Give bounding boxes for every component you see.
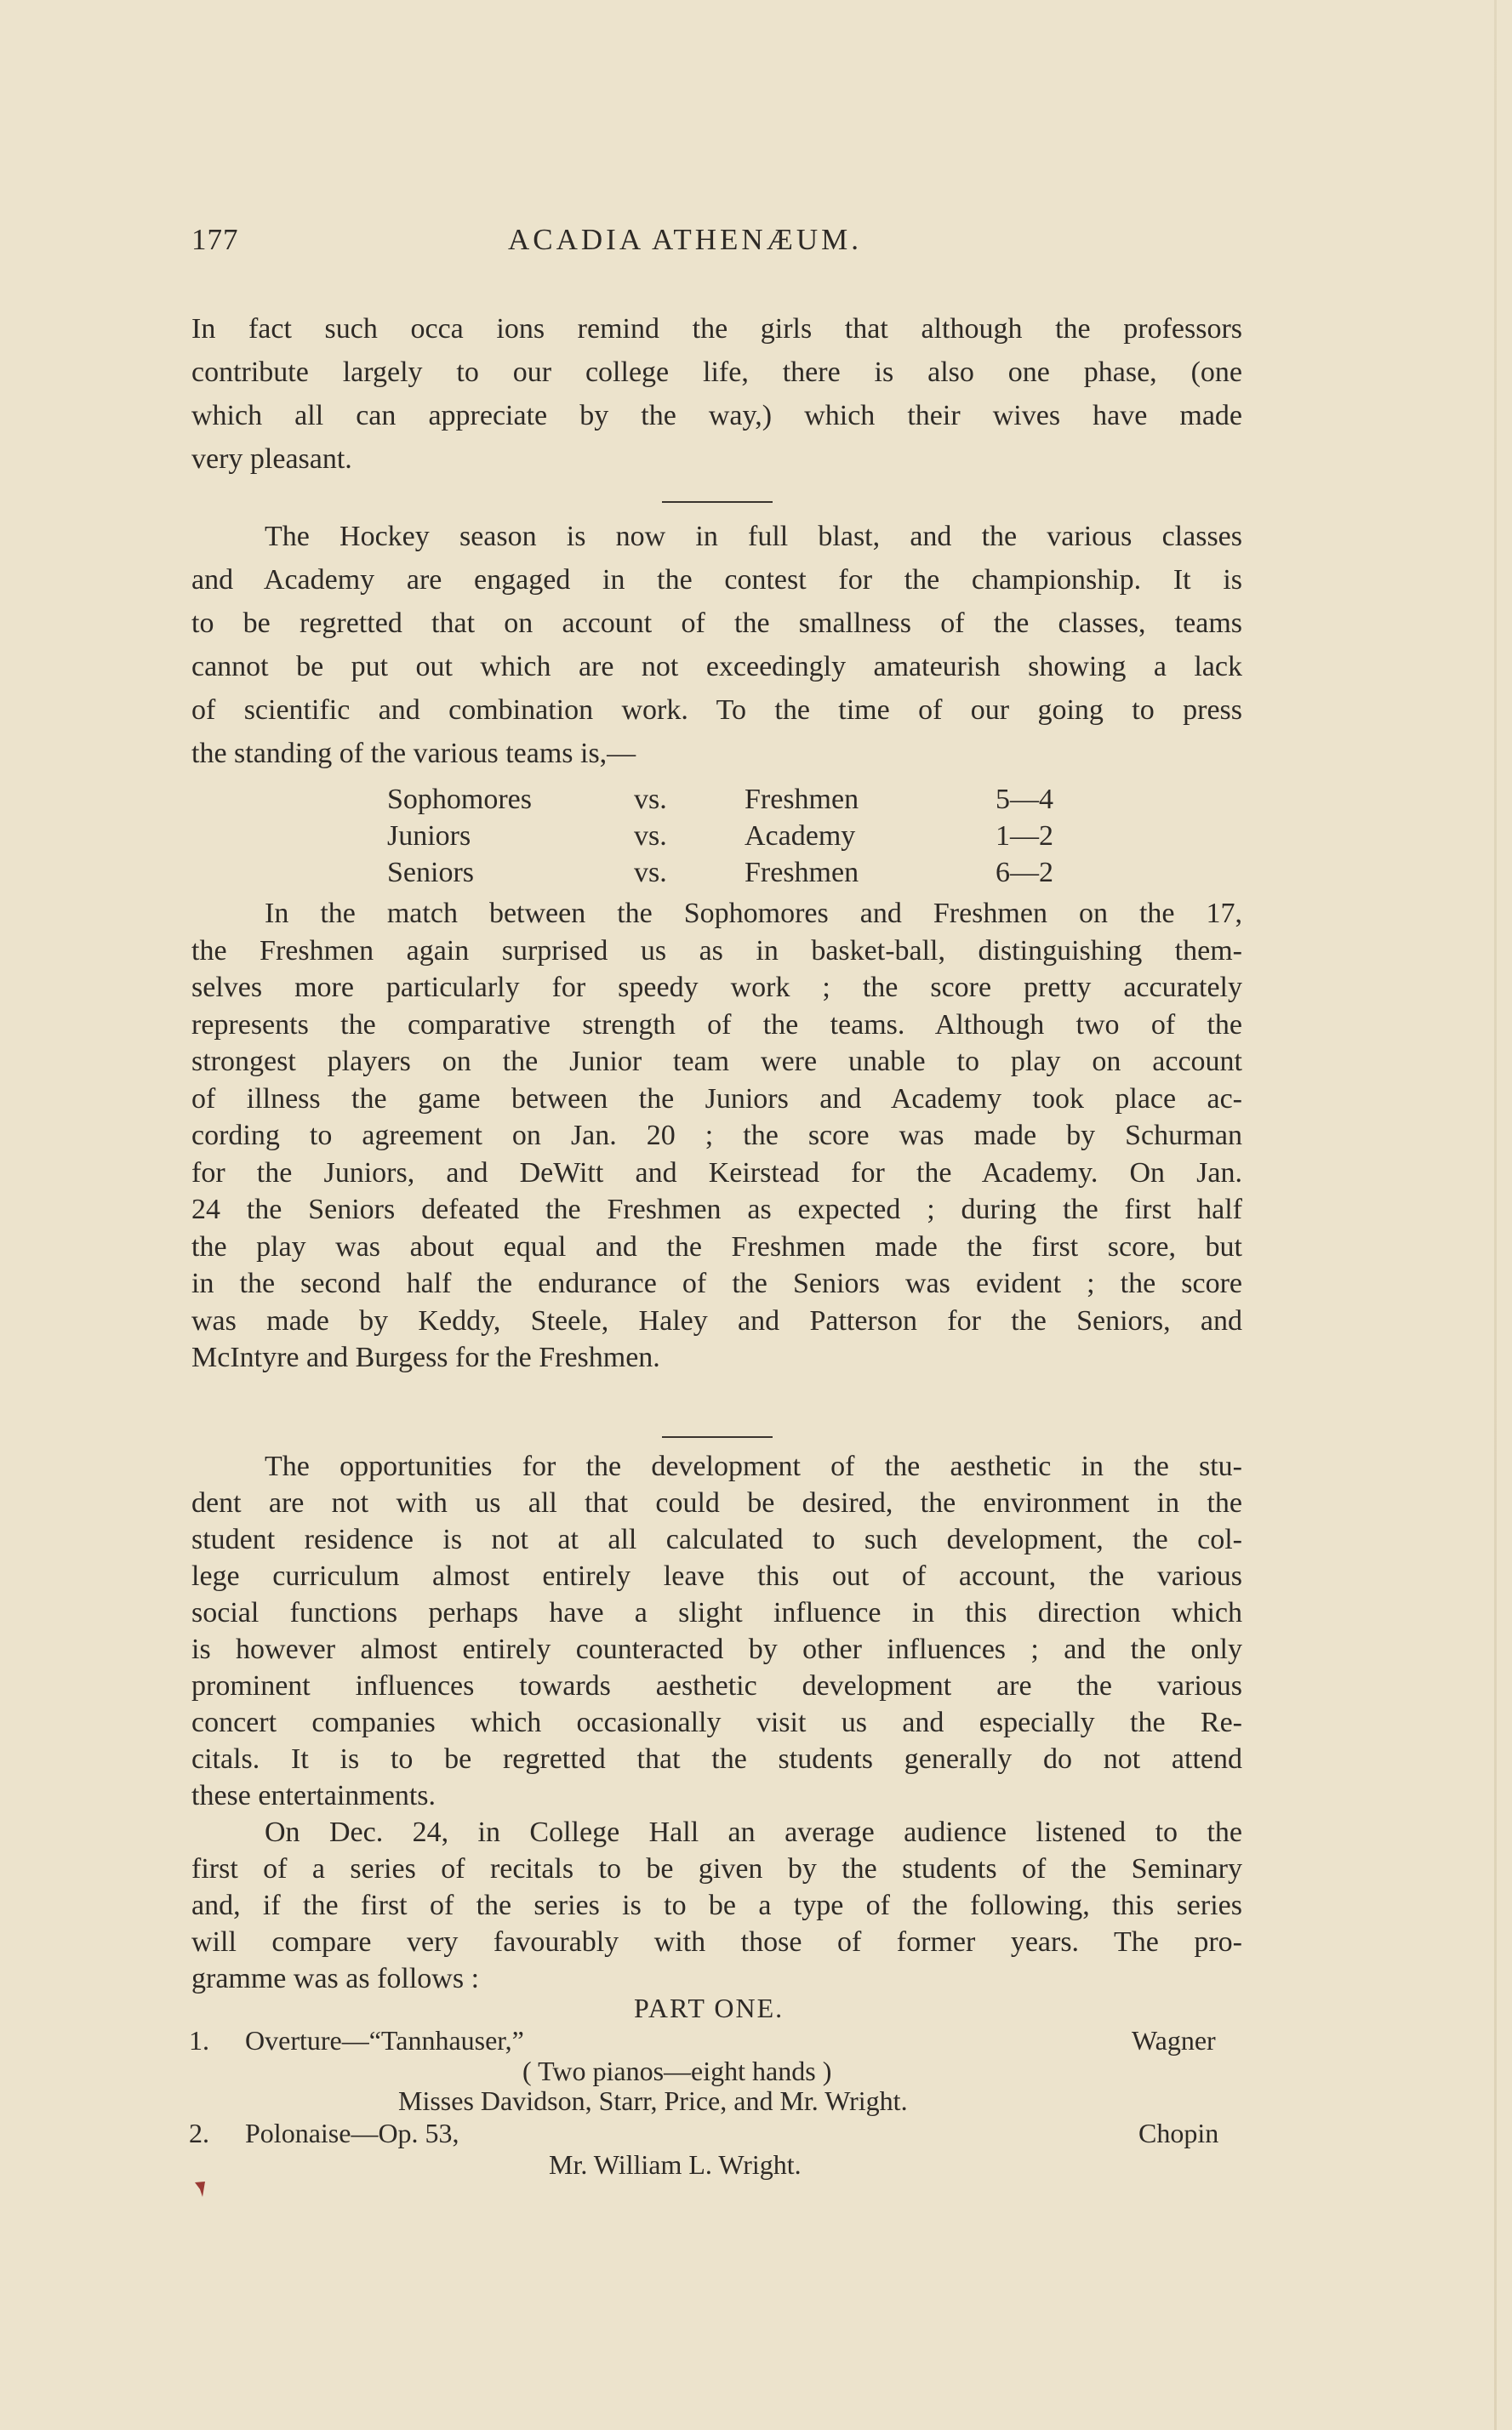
text-line: and, if the first of the series is to be a type of the following, this series bbox=[191, 1890, 1242, 1921]
text-line: contribute largely to our college life, there is also one phase, (one bbox=[191, 357, 1242, 388]
text-line: cording to agreement on Jan. 20 ; the score was made by Schurman bbox=[191, 1120, 1242, 1151]
text-line: and Academy are engaged in the contest for the championship. It is bbox=[191, 564, 1242, 596]
paragraph-occasions bbox=[191, 307, 1242, 481]
versus: vs. bbox=[634, 857, 667, 888]
programme-item-number: 1. bbox=[189, 2025, 209, 2056]
text-line: concert companies which occasionally visit us and especially the Re- bbox=[191, 1707, 1242, 1738]
versus: vs. bbox=[634, 784, 667, 815]
score: 1—2 bbox=[996, 820, 1053, 852]
text-line: gramme was as follows : bbox=[191, 1963, 480, 1994]
team-b: Freshmen bbox=[745, 857, 859, 888]
text-line: social functions perhaps have a slight influence in this direction which bbox=[191, 1597, 1242, 1629]
text-line: citals. It is to be regretted that the students generally do not attend bbox=[191, 1743, 1242, 1775]
text-line: is however almost entirely counteracted by other influences ; and the only bbox=[191, 1634, 1242, 1665]
section-divider bbox=[662, 501, 773, 503]
programme-item-performers: Mr. William L. Wright. bbox=[549, 2149, 802, 2180]
text-line: will compare very favourably with those of former years. The pro- bbox=[191, 1926, 1242, 1958]
text-line: In fact such occa ions remind the girls that although the professors bbox=[191, 313, 1242, 345]
text-line: lege curriculum almost entirely leave this out of account, the various bbox=[191, 1560, 1242, 1592]
text-line: student residence is not at all calculated to such development, the col- bbox=[191, 1524, 1242, 1555]
standings-row bbox=[387, 781, 1053, 818]
score: 5—4 bbox=[996, 784, 1053, 815]
text-line: first of a series of recitals to be given by the students of the Seminary bbox=[191, 1853, 1242, 1885]
programme-item-composer: Chopin bbox=[1138, 2118, 1219, 2148]
text-line: prominent influences towards aesthetic development are the various bbox=[191, 1670, 1242, 1702]
text-line: McIntyre and Burgess for the Freshmen. bbox=[191, 1342, 660, 1373]
text-line: cannot be put out which are not exceedingly amateurish showing a lack bbox=[191, 651, 1242, 682]
text-line: In the match between the Sophomores and Freshmen on the 17, bbox=[265, 898, 1242, 929]
text-line: dent are not with us all that could be desired, the environment in the bbox=[191, 1487, 1242, 1519]
running-head: ACADIA ATHENÆUM. bbox=[508, 223, 862, 256]
text-line: very pleasant. bbox=[191, 443, 352, 475]
standings-row bbox=[387, 854, 1053, 891]
text-line: was made by Keddy, Steele, Haley and Patterson for the Seniors, and bbox=[191, 1304, 1242, 1337]
paragraph-match-report bbox=[191, 895, 1242, 1377]
text-line: The opportunities for the development of the aesthetic in the stu- bbox=[265, 1451, 1242, 1482]
programme-item-number: 2. bbox=[189, 2118, 209, 2148]
text-line: for the Juniors, and DeWitt and Keirstead for the Academy. On Jan. bbox=[191, 1156, 1242, 1189]
programme-item-note: ( Two pianos—eight hands ) bbox=[522, 2056, 832, 2086]
ink-blot-mark bbox=[193, 2180, 207, 2199]
team-b: Academy bbox=[745, 820, 856, 852]
text-line: The Hockey season is now in full blast, and the various classes bbox=[265, 521, 1242, 552]
text-line: the Freshmen again surprised us as in basket-ball, distinguishing them- bbox=[191, 934, 1242, 967]
team-a: Juniors bbox=[387, 820, 471, 852]
text-line: 24 the Seniors defeated the Freshmen as expected ; during the first half bbox=[191, 1194, 1242, 1225]
paragraph-hockey bbox=[191, 515, 1242, 775]
hockey-standings-table bbox=[387, 781, 1053, 891]
versus: vs. bbox=[634, 820, 667, 852]
page-number: 177 bbox=[191, 223, 239, 256]
section-divider bbox=[662, 1436, 773, 1438]
programme-item-composer: Wagner bbox=[1132, 2025, 1216, 2056]
text-line: the play was about equal and the Freshmen made the first score, but bbox=[191, 1230, 1242, 1263]
text-line: On Dec. 24, in College Hall an average audience listened to the bbox=[265, 1817, 1242, 1848]
programme-item-title: Overture—“Tannhauser,” bbox=[245, 2025, 524, 2056]
text-line: of illness the game between the Juniors and Academy took place ac- bbox=[191, 1082, 1242, 1115]
text-line: of scientific and combination work. To the time of our going to press bbox=[191, 694, 1242, 726]
paragraph-recital bbox=[191, 1814, 1242, 1997]
team-b: Freshmen bbox=[745, 784, 859, 815]
text-line: the standing of the various teams is,— bbox=[191, 738, 636, 769]
team-a: Sophomores bbox=[387, 784, 532, 815]
text-line: represents the comparative strength of the teams. Although two of the bbox=[191, 1008, 1242, 1041]
text-line: which all can appreciate by the way,) which their wives have made bbox=[191, 400, 1242, 431]
text-line: strongest players on the Junior team were unable to play on account bbox=[191, 1046, 1242, 1077]
text-line: to be regretted that on account of the smallness of the classes, teams bbox=[191, 608, 1242, 639]
text-line: in the second half the endurance of the Seniors was evident ; the score bbox=[191, 1268, 1242, 1299]
paragraph-aesthetic bbox=[191, 1448, 1242, 1814]
score: 6—2 bbox=[996, 857, 1053, 888]
team-a: Seniors bbox=[387, 857, 474, 888]
programme-part-heading: PART ONE. bbox=[634, 1993, 785, 2023]
page-spine-shadow bbox=[1494, 0, 1497, 2430]
programme-item-title: Polonaise—Op. 53, bbox=[245, 2118, 459, 2148]
standings-row bbox=[387, 818, 1053, 854]
text-line: these entertainments. bbox=[191, 1780, 436, 1811]
programme-item-performers: Misses Davidson, Starr, Price, and Mr. Wright. bbox=[398, 2085, 908, 2116]
text-line: selves more particularly for speedy work ; the score pretty accurately bbox=[191, 972, 1242, 1003]
